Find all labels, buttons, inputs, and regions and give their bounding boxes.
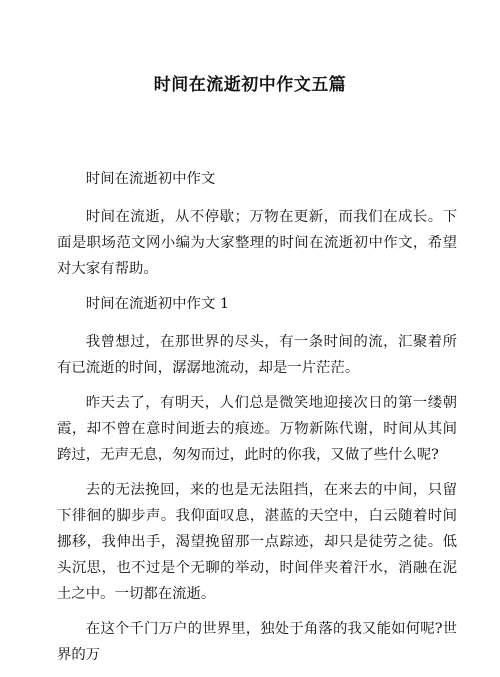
paragraph: 在这个千门万户的世界里，独处于角落的我又能如何呢?世界的万: [57, 621, 457, 663]
paragraph: 我曾想过，在那世界的尽头，有一条时间的流，汇聚着所有已流逝的时间，潺潺地流动，却是一片茫茫。: [57, 334, 457, 376]
section-heading: 时间在流逝初中作文 1: [85, 296, 230, 312]
paragraph: 去的无法挽回，来的也是无法阻挡，在来去的中间，只留下徘徊的脚步声。我仰面叹息，湛蓝的天空中，白云随着时间挪移，我伸出手，渴望挽留那一点踪迹，却只是徒劳之徒。低头沉思，也不过是个无聊的举动，时间伴夹着汗水，消融在泥土之中。一切都在流逝。: [57, 482, 457, 602]
paragraph: 昨天去了，有明天，人们总是微笑地迎接次日的第一缕朝霞，却不曾在意时间逝去的痕迹。万物新陈代谢，时间从其间跨过，无声无息，匆匆而过，此时的你我，又做了些什么呢?: [57, 395, 457, 463]
paragraph: 时间在流逝，从不停歇；万物在更新，而我们在成长。下面是职场范文网小编为大家整理的时间在流逝初中作文，希望对大家有帮助。: [57, 209, 457, 277]
document-title: 时间在流逝初中作文五篇: [153, 75, 347, 95]
document-body: [57, 166, 457, 677]
section-heading: 时间在流逝初中作文: [85, 171, 216, 187]
